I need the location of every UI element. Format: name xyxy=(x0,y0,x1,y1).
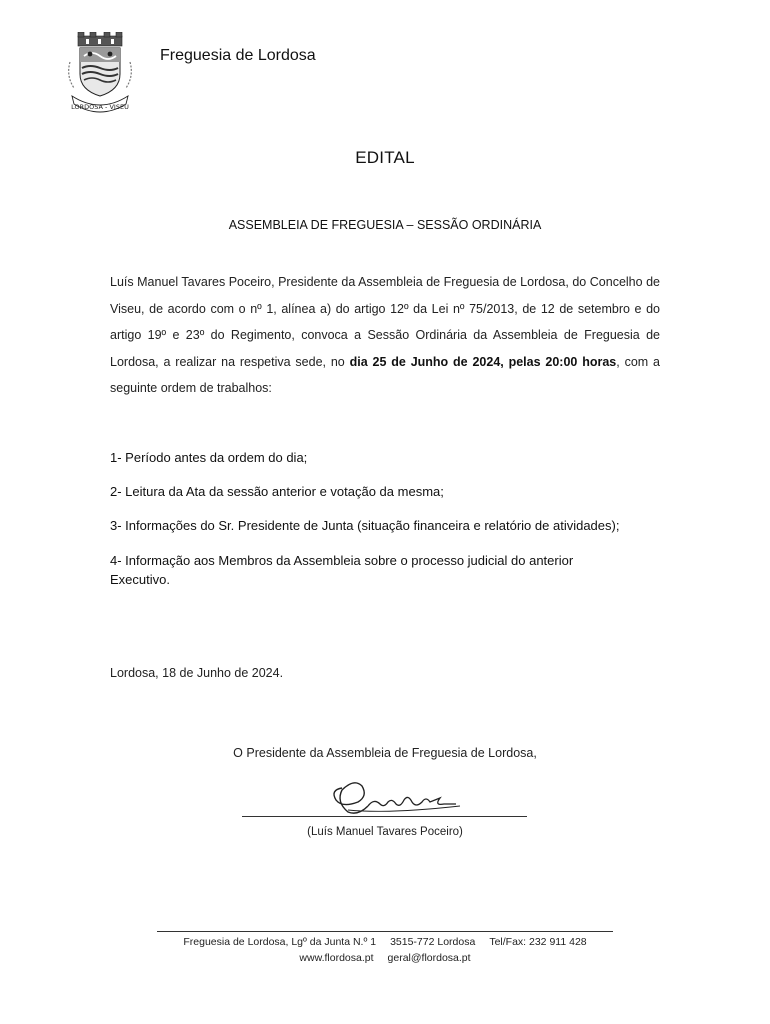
document-title: EDITAL xyxy=(355,148,415,167)
footer-address: Freguesia de Lordosa, Lgº da Junta N.º 1 xyxy=(183,936,377,948)
signature-icon xyxy=(328,776,468,818)
agenda-item-1: 1- Período antes da ordem do dia; xyxy=(110,450,308,465)
svg-text:LORDOSA - VISEU: LORDOSA - VISEU xyxy=(71,103,129,111)
footer-phone: Tel/Fax: 232 911 428 xyxy=(489,936,587,948)
agenda-item-2: 2- Leitura da Ata da sessão anterior e votação da mesma; xyxy=(110,484,444,499)
footer xyxy=(0,934,770,966)
meeting-datetime: dia 25 de Junho de 2024, pelas 20:00 horas xyxy=(349,354,617,369)
intro-paragraph xyxy=(110,269,660,402)
agenda-item-4: 4- Informação aos Membros da Assembleia sobre o processo judicial do anterior Executivo. xyxy=(110,553,574,587)
document-subtitle: ASSEMBLEIA DE FREGUESIA – SESSÃO ORDINÁRIA xyxy=(228,218,542,232)
signatory-name: (Luís Manuel Tavares Poceiro) xyxy=(307,826,463,838)
footer-line-2 xyxy=(0,950,770,966)
intro-end-text: , com a seguinte ordem de trabalhos: xyxy=(110,354,660,395)
footer-line-1 xyxy=(0,934,770,950)
signature-line xyxy=(242,816,527,817)
place-date: Lordosa, 18 de Junho de 2024. xyxy=(110,666,284,680)
agenda-item-3: 3- Informações do Sr. Presidente de Junta (situação financeira e relatório de atividades); xyxy=(110,518,620,533)
signatory-title: O Presidente da Assembleia de Freguesia de Lordosa, xyxy=(233,746,537,760)
intro-text: Luís Manuel Tavares Poceiro, Presidente da Assembleia de Freguesia de Lordosa, do Concelho de Viseu, de acordo com o nº 1, alínea a) do artigo 12º da Lei nº 75/2013, de 12 de setembro e do artigo 19º e 23º do Regimento, convoca a Sessão Ordinária da Assembleia de Freguesia de Lordosa, a realizar na respetiva sede, no xyxy=(110,275,660,369)
footer-postal: 3515-772 Lordosa xyxy=(390,936,476,948)
footer-divider xyxy=(157,931,613,932)
org-name: Freguesia de Lordosa xyxy=(160,47,316,64)
footer-website: www.flordosa.pt xyxy=(299,952,374,964)
footer-email: geral@flordosa.pt xyxy=(387,952,471,964)
coat-of-arms-icon xyxy=(60,32,140,116)
